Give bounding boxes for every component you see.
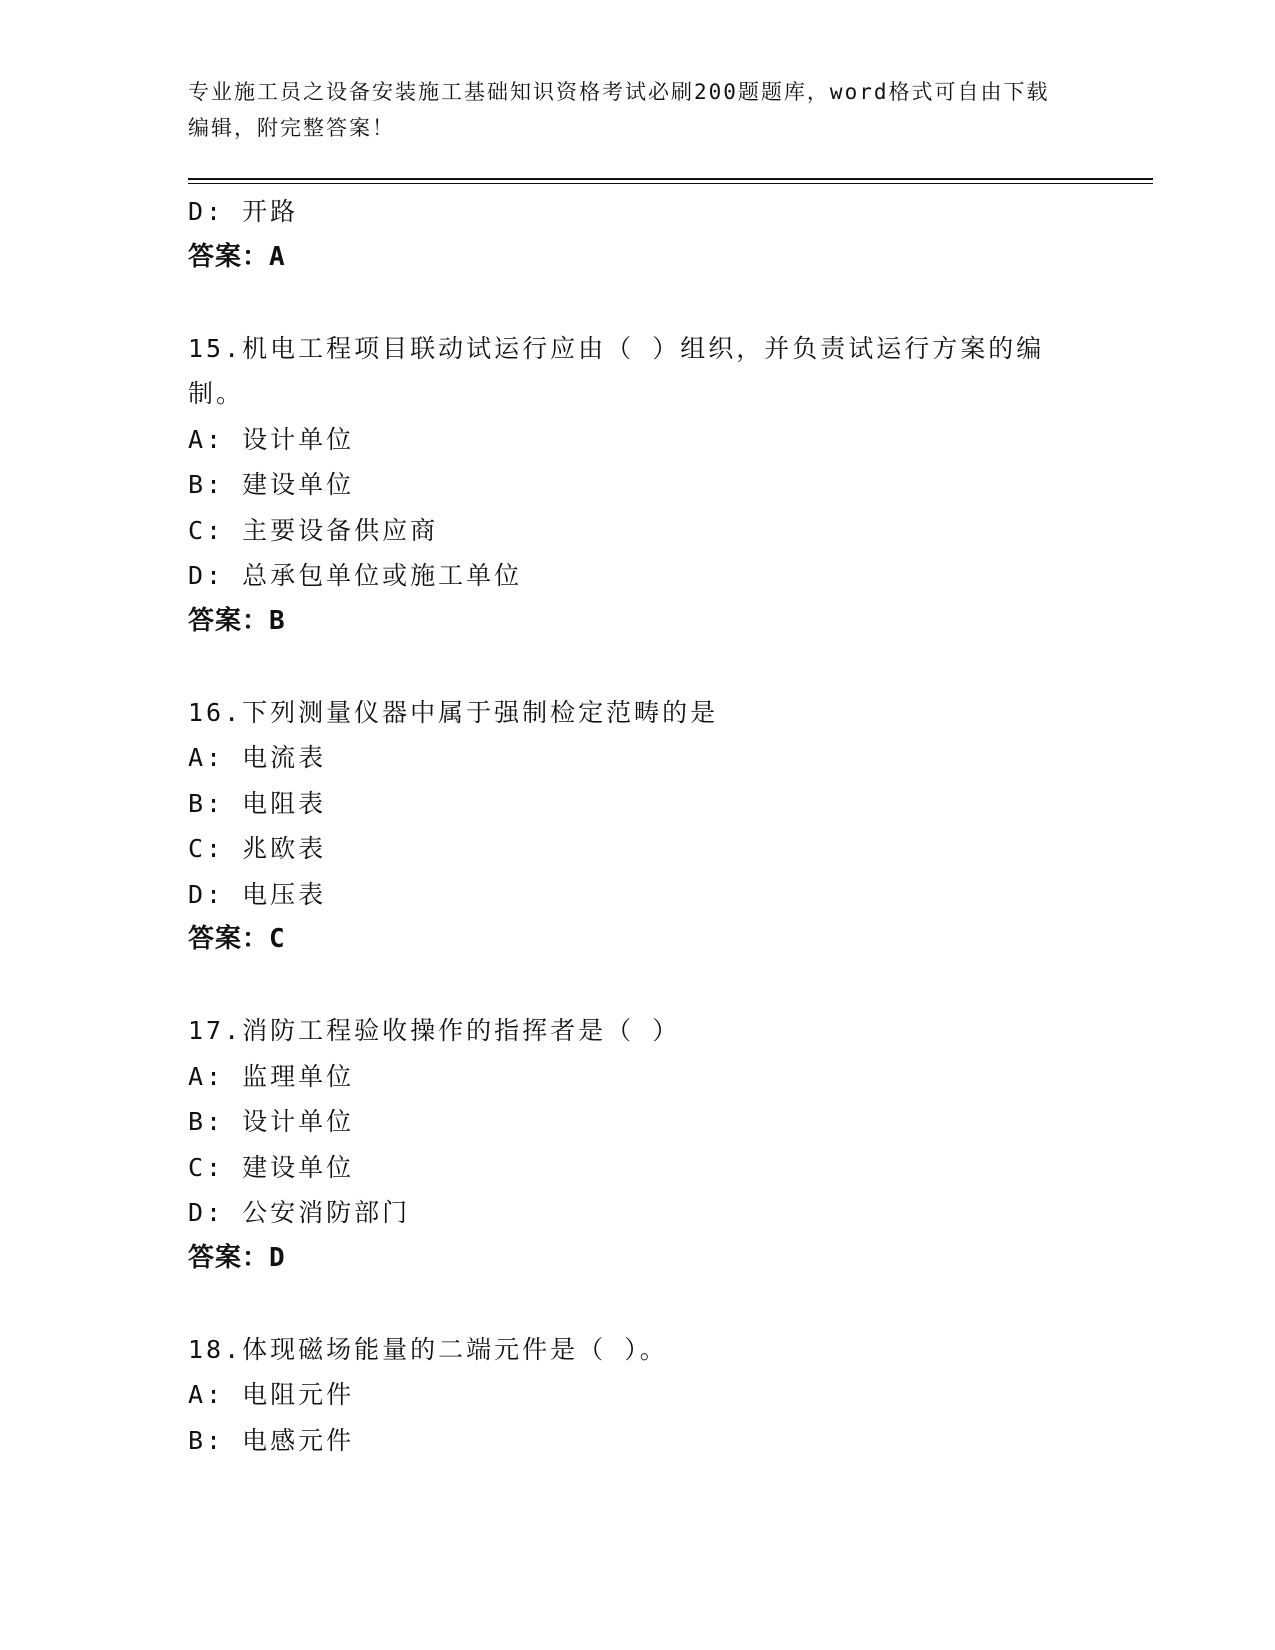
option-a: A: 监理单位 <box>188 1061 355 1091</box>
question-text: 16.下列测量仪器中属于强制检定范畴的是 <box>188 697 719 727</box>
question-18 <box>188 1327 1088 1464</box>
answer: 答案：D <box>188 1242 286 1273</box>
option-a: A: 电阻元件 <box>188 1380 355 1409</box>
spacer <box>188 644 1088 690</box>
question-text: 15.机电工程项目联动试运行应由（ ）组织，并负责试运行方案的编制。 <box>188 333 1045 408</box>
header-rule-thick <box>188 178 1153 180</box>
answer-prev: 答案：A <box>188 241 286 272</box>
question-text: 18.体现磁场能量的二端元件是（ ）。 <box>188 1334 668 1364</box>
question-17 <box>188 1008 1088 1281</box>
option-d: D: 总承包单位或施工单位 <box>188 561 523 590</box>
question-16 <box>188 690 1088 963</box>
option-a: A: 设计单位 <box>188 424 355 454</box>
option-b: B: 建设单位 <box>188 470 355 499</box>
answer: 答案：C <box>188 924 286 954</box>
answer: 答案：B <box>188 605 286 636</box>
option-a: A: 电流表 <box>188 743 327 772</box>
option-d-prev: D: 开路 <box>188 197 299 226</box>
spacer <box>188 280 1088 326</box>
option-c: C: 主要设备供应商 <box>188 515 439 545</box>
spacer <box>188 963 1088 1009</box>
header-rule-thin <box>188 183 1153 184</box>
option-d: D: 电压表 <box>188 879 327 909</box>
question-15 <box>188 326 1088 645</box>
option-b: B: 电感元件 <box>188 1425 355 1455</box>
option-b: B: 设计单位 <box>188 1107 355 1136</box>
spacer <box>188 1281 1088 1327</box>
option-c: C: 兆欧表 <box>188 834 327 863</box>
option-c: C: 建设单位 <box>188 1152 355 1182</box>
option-d: D: 公安消防部门 <box>188 1198 411 1227</box>
question-text: 17.消防工程验收操作的指挥者是（ ） <box>188 1016 681 1045</box>
page-header: 专业施工员之设备安装施工基础知识资格考试必刷200题题库，word格式可自由下载编辑，附完整答案！ <box>188 80 1050 140</box>
option-b: B: 电阻表 <box>188 788 327 818</box>
question-list <box>188 189 1088 1463</box>
